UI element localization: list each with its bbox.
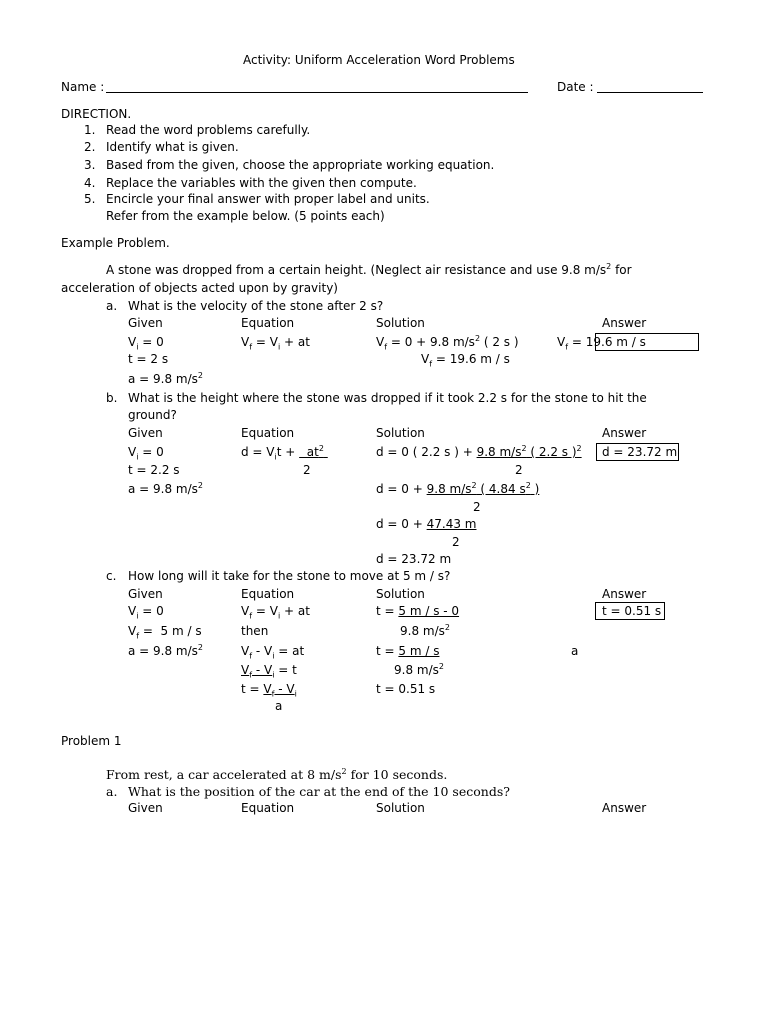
b-given-vi: $V_i = 0$ bbox=[128, 445, 164, 462]
question-a: What is the velocity of the stone after 2 s? bbox=[128, 299, 384, 313]
col-answer-c: Answer bbox=[602, 587, 647, 601]
question-c-label: c. bbox=[106, 569, 117, 583]
direction-item-2: Identify what is given. bbox=[106, 140, 239, 154]
c-given-vf: $V_f = 5$ m / s bbox=[128, 624, 202, 641]
col-solution-a: Solution bbox=[376, 316, 425, 330]
b-solution-4: d = 23.72 m bbox=[376, 552, 452, 566]
a-equation: $V_f = V_i$ + at bbox=[241, 335, 310, 352]
p1-col-solution: Solution bbox=[376, 801, 425, 815]
c-stray-a: a bbox=[571, 644, 579, 658]
a-given-a: a = 9.8 $m/s^2$ bbox=[128, 371, 204, 386]
example-intro-line1: A stone was dropped from a certain height. (Neglect air resistance and use 9.8 $m/s^2$ for bbox=[106, 262, 632, 277]
p1-col-equation: Equation bbox=[241, 801, 295, 815]
c-solution-3: t = 0.51 s bbox=[376, 682, 436, 696]
b-given-a: a = 9.8 $m/s^2$ bbox=[128, 481, 204, 496]
c-solution-1: t = 5 m / s - 0 bbox=[376, 604, 460, 618]
b-solution-3-denominator: 2 bbox=[452, 535, 460, 549]
a-given-vi: $V_i = 0$ bbox=[128, 335, 164, 352]
c-equation-2: then bbox=[241, 624, 269, 638]
col-solution-c: Solution bbox=[376, 587, 425, 601]
direction-item-5: Encircle your final answer with proper label and units. bbox=[106, 192, 430, 206]
a-answer-text: $V_f = 19.6$ m / s bbox=[557, 335, 646, 352]
col-equation-c: Equation bbox=[241, 587, 295, 601]
question-b-label: b. bbox=[106, 391, 118, 405]
question-b-line1: What is the height where the stone was dropped if it took 2.2 s for the stone to hit the bbox=[128, 391, 647, 405]
b-solution-1: d = 0 ( 2.2 s ) + 9.8 $m/s^2$ ( 2.2 s )$^2$ bbox=[376, 444, 582, 459]
c-answer: t = 0.51 s bbox=[602, 604, 662, 618]
problem1-heading: Problem 1 bbox=[61, 734, 122, 748]
direction-item-4: Replace the variables with the given then compute. bbox=[106, 176, 417, 190]
c-equation-5-denominator: a bbox=[275, 699, 283, 713]
example-heading: Example Problem. bbox=[61, 236, 170, 250]
question-b-line2: ground? bbox=[128, 408, 177, 422]
direction-num-4: 4. bbox=[84, 176, 96, 190]
c-solution-2: t = 5 m / s bbox=[376, 644, 440, 658]
b-equation: $d = V_it + at^2$ bbox=[241, 444, 324, 462]
col-given-b: Given bbox=[128, 426, 163, 440]
direction-item-3: Based from the given, choose the appropriate working equation. bbox=[106, 158, 495, 172]
c-given-a: a = 9.8 $m/s^2$ bbox=[128, 643, 204, 658]
p1-col-answer: Answer bbox=[602, 801, 647, 815]
col-equation-a: Equation bbox=[241, 316, 295, 330]
problem1-a-question: What is the position of the car at the end of the 10 seconds? bbox=[128, 784, 510, 799]
question-a-label: a. bbox=[106, 299, 118, 313]
b-given-t: t = 2.2 s bbox=[128, 463, 180, 477]
c-solution-1-denominator: 9.8 $m/s^2$ bbox=[400, 623, 450, 638]
page-title: Activity: Uniform Acceleration Word Problems bbox=[243, 53, 515, 67]
direction-item-1: Read the word problems carefully. bbox=[106, 123, 311, 137]
col-given-a: Given bbox=[128, 316, 163, 330]
date-blank bbox=[597, 92, 703, 93]
c-solution-2-denominator: 9.8 $m/s^2$ bbox=[394, 662, 444, 677]
problem1-text: From rest, a car accelerated at 8 $m/s^2$ for 10 seconds. bbox=[106, 766, 448, 782]
p1-col-given: Given bbox=[128, 801, 163, 815]
direction-num-1: 1. bbox=[84, 123, 96, 137]
a-given-t: t = 2 s bbox=[128, 352, 169, 366]
question-c: How long will it take for the stone to move at 5 m / s? bbox=[128, 569, 451, 583]
a-answer-box bbox=[595, 333, 699, 351]
col-given-c: Given bbox=[128, 587, 163, 601]
b-answer: d = 23.72 m bbox=[602, 445, 678, 459]
direction-num-3: 3. bbox=[84, 158, 96, 172]
c-equation-3: $V_f - V_i$ = at bbox=[241, 644, 305, 661]
direction-note: Refer from the example below. (5 points each) bbox=[106, 209, 385, 223]
c-given-vi: $V_i = 0$ bbox=[128, 604, 164, 621]
b-equation-denominator: 2 bbox=[303, 463, 311, 477]
name-blank bbox=[106, 92, 528, 93]
col-answer-b: Answer bbox=[602, 426, 647, 440]
c-equation-4: $V_f - V_i = t$ bbox=[241, 663, 297, 680]
b-solution-3: d = 0 + 47.43 m bbox=[376, 517, 477, 531]
a-solution-2: $V_f = 19.6$ m / s bbox=[421, 352, 510, 369]
b-solution-2: d = 0 + 9.8 $m/s^2$ ( 4.84 $s^2$ ) bbox=[376, 481, 540, 496]
name-label: Name : bbox=[61, 80, 105, 94]
col-solution-b: Solution bbox=[376, 426, 425, 440]
col-equation-b: Equation bbox=[241, 426, 295, 440]
direction-num-2: 2. bbox=[84, 140, 96, 154]
example-intro-line2: acceleration of objects acted upon by gravity) bbox=[61, 281, 338, 295]
b-solution-2-denominator: 2 bbox=[473, 500, 481, 514]
a-solution-1: $V_f = 0 + 9.8$ $m/s^2$ ( 2 s ) bbox=[376, 334, 519, 352]
direction-heading: DIRECTION. bbox=[61, 107, 132, 121]
col-answer-a: Answer bbox=[602, 316, 647, 330]
c-equation-5: $t = V_f - V_i$ bbox=[241, 682, 297, 699]
problem1-a-label: a. bbox=[106, 784, 118, 799]
c-equation-1: $V_f = V_i$ + at bbox=[241, 604, 310, 621]
date-label: Date : bbox=[557, 80, 594, 94]
b-solution-1-denominator: 2 bbox=[515, 463, 523, 477]
direction-num-5: 5. bbox=[84, 192, 96, 206]
